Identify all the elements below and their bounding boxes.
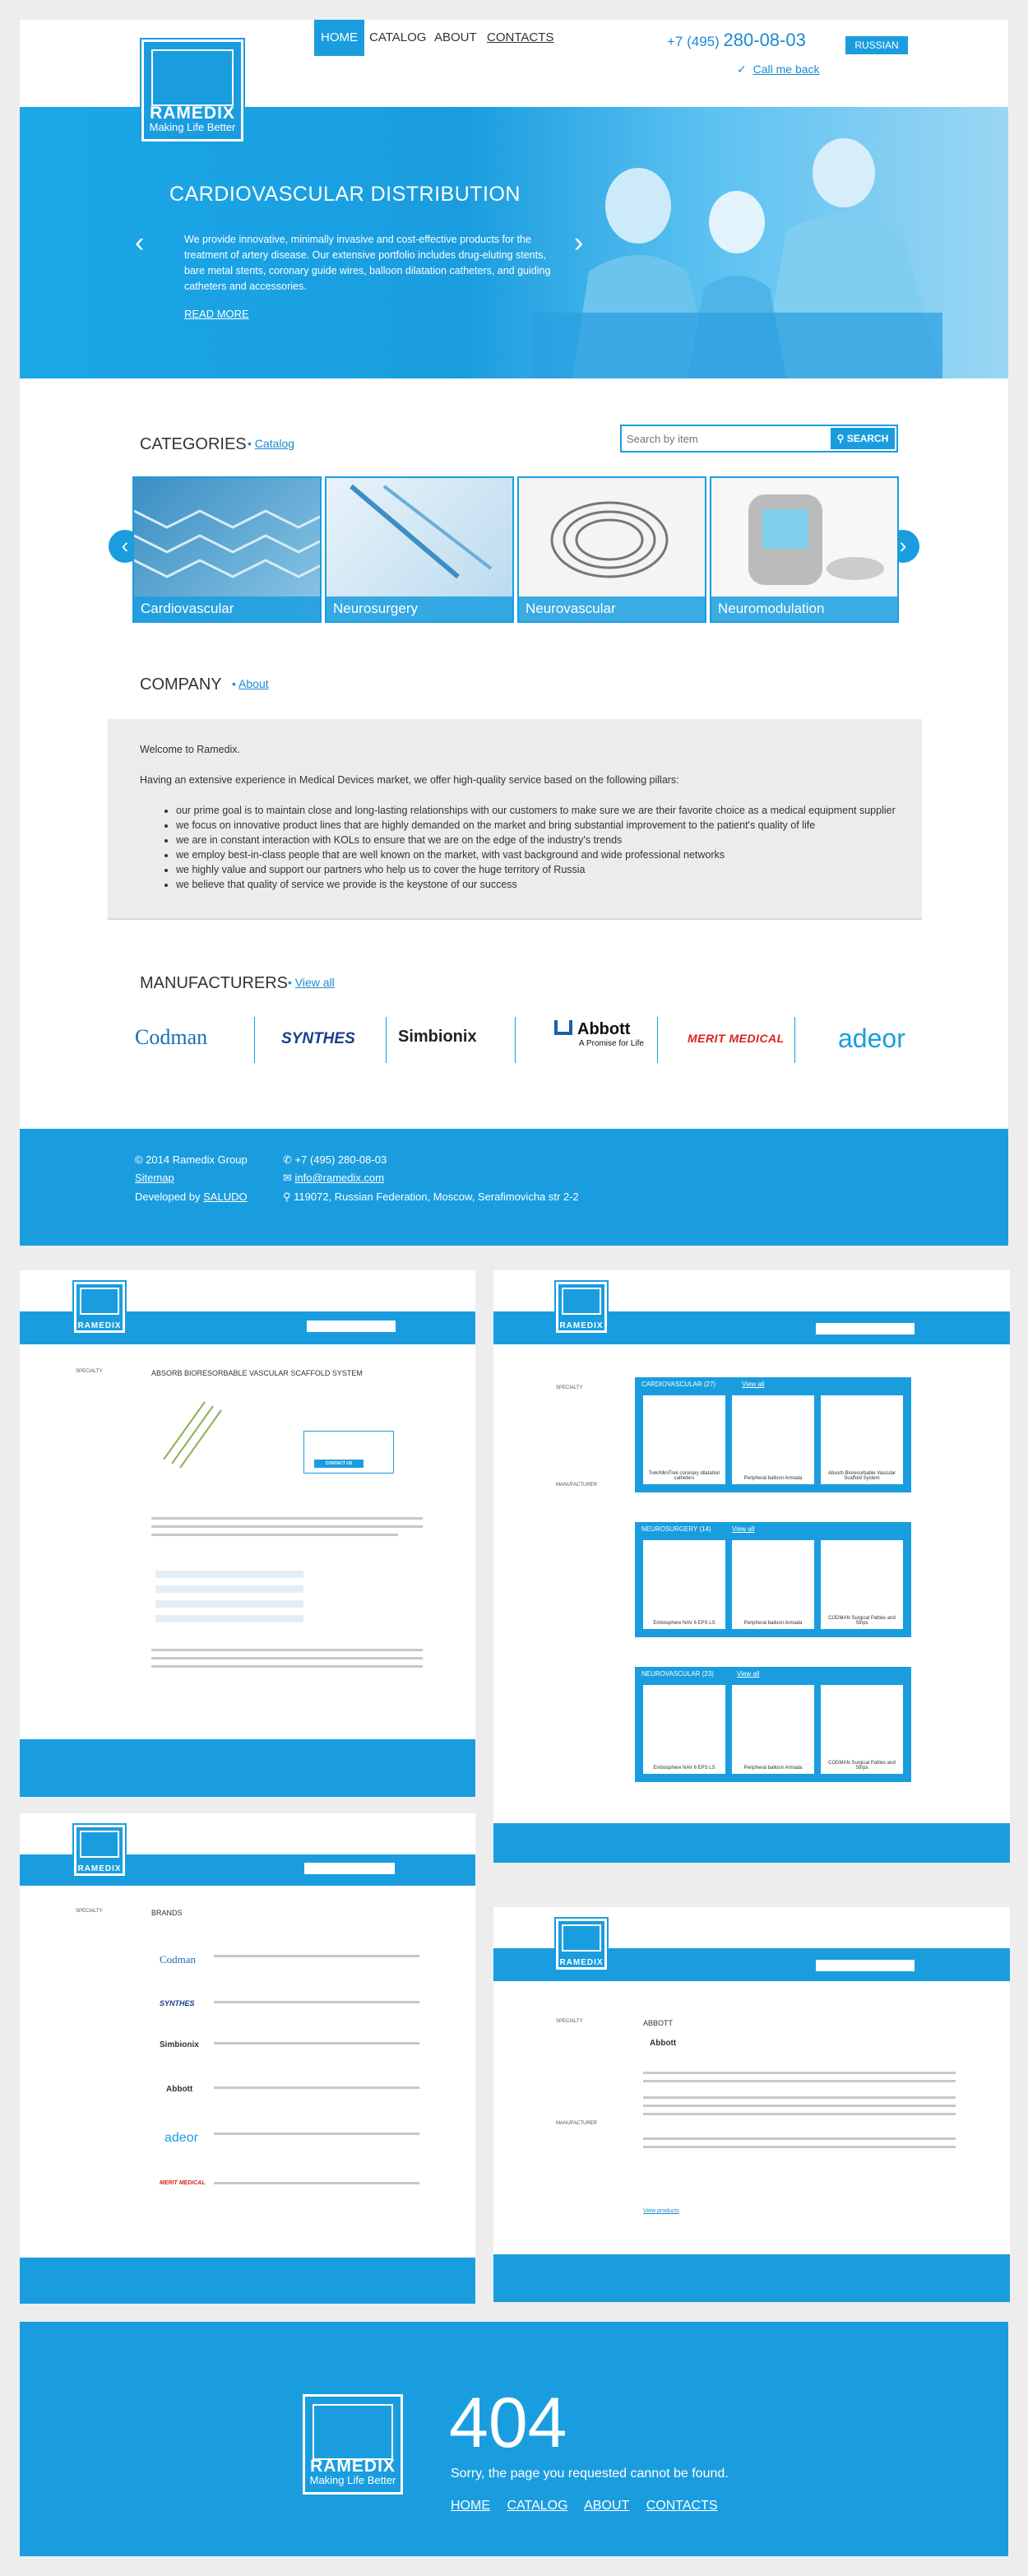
- text-line: [151, 1525, 423, 1528]
- about-link-label: About: [238, 677, 269, 690]
- mini-search: [304, 1863, 395, 1874]
- mini-brand-abbott: Abbott: [166, 2085, 193, 2094]
- wire-coil-image: [519, 478, 706, 601]
- search-input[interactable]: [627, 429, 816, 448]
- catalog-group-title: NEUROSURGERY (14): [641, 1525, 711, 1533]
- mock-brands-page: [20, 1813, 475, 2304]
- mail-icon: ✉: [283, 1172, 295, 1184]
- catalog-item: [732, 1540, 814, 1629]
- nav-about[interactable]: ABOUT: [434, 30, 477, 44]
- footer-email[interactable]: [283, 1172, 384, 1185]
- mini-manufacturer: MANUFACTURER: [556, 1483, 598, 1488]
- mini-specialty: SPECIALTY: [76, 1369, 103, 1374]
- catalog-item-label: Absorb Bioresorbable Vascular Scaffold System: [827, 1471, 896, 1481]
- bullet-icon: •: [232, 677, 239, 690]
- pin-icon: ⚲: [283, 1191, 294, 1203]
- error-code: 404: [449, 2383, 567, 2462]
- catalog-item: [643, 1395, 725, 1484]
- mini-brand-codman: Codman: [160, 1953, 197, 1966]
- text-line: [214, 2001, 419, 2003]
- search-button[interactable]: [831, 428, 895, 449]
- simbionix-logo[interactable]: Simbionix: [398, 1028, 477, 1046]
- text-line: [151, 1657, 423, 1659]
- stimulator-device-image: [711, 478, 899, 601]
- error-nav-catalog[interactable]: CATALOG: [507, 2499, 568, 2513]
- abbott-mark-icon: [554, 1020, 572, 1035]
- catalog-link-label: Catalog: [254, 437, 295, 450]
- footer-phone: [283, 1153, 387, 1167]
- logo-brand: RAMEDIX: [559, 1958, 604, 1967]
- mini-abbott-logo: Abbott: [650, 2039, 677, 2048]
- logo-brand: RAMEDIX: [559, 1321, 604, 1330]
- category-label: Cardiovascular: [134, 596, 320, 621]
- footer-copyright: © 2014 Ramedix Group: [135, 1153, 248, 1166]
- phone-icon: ✆: [283, 1153, 295, 1166]
- abbott-logo[interactable]: [554, 1020, 644, 1048]
- pillar-item: • we employ best-in-class people that are well known on the market, with vast background and wide professional networks: [176, 847, 900, 862]
- catalog-link[interactable]: [248, 437, 294, 450]
- category-card-neuromodulation[interactable]: [710, 476, 899, 623]
- bullet-icon: •: [288, 976, 295, 989]
- company-welcome: Welcome to Ramedix.: [140, 744, 241, 755]
- mini-manufacturer: MANUFACTURER: [556, 2121, 598, 2126]
- catalog-group-neurovascular: [635, 1667, 911, 1782]
- footer-sitemap[interactable]: Sitemap: [135, 1172, 174, 1184]
- logo-brand: RAMEDIX: [77, 1864, 122, 1873]
- pillar-item: • we are in constant interaction with KOLs to ensure that we are on the edge of the industry's trends: [176, 833, 900, 847]
- merit-medical-logo[interactable]: MERIT MEDICAL: [688, 1032, 785, 1045]
- mock-abbott-page: [493, 1907, 1010, 2302]
- catalog-item-label: Peripheral balloon Armada: [743, 1766, 803, 1771]
- nav-home[interactable]: HOME: [314, 20, 364, 56]
- logo-brand: RAMEDIX: [77, 1321, 122, 1330]
- error-nav-about[interactable]: ABOUT: [584, 2499, 630, 2513]
- hero-read-more[interactable]: READ MORE: [184, 308, 249, 320]
- text-line: [643, 2072, 956, 2074]
- mini-footer: [20, 2258, 475, 2304]
- logo-mark-icon: [80, 1288, 118, 1315]
- mini-specialty: SPECIALTY: [556, 2019, 583, 2024]
- logo-divider: [794, 1017, 795, 1063]
- logo-mark-icon: [151, 49, 233, 105]
- text-line: [643, 2137, 956, 2140]
- footer: [20, 1129, 1008, 1246]
- error-logo[interactable]: [303, 2394, 403, 2495]
- mini-logo: [556, 1919, 607, 1970]
- hero-prev-arrow[interactable]: ‹: [135, 227, 145, 258]
- catalog-item-label: Peripheral balloon Armada: [743, 1476, 803, 1481]
- mini-abbott-title: ABBOTT: [643, 2019, 674, 2027]
- adeor-logo[interactable]: adeor: [838, 1023, 905, 1053]
- catalog-item-label: Trek/MiniTrek coronary dilatation catheters: [648, 1471, 720, 1481]
- error-nav: [451, 2499, 718, 2513]
- phone[interactable]: [667, 30, 806, 51]
- catalog-item: [643, 1685, 725, 1774]
- error-nav-home[interactable]: HOME: [451, 2499, 490, 2513]
- company-panel: [108, 719, 922, 920]
- footer-developed: [135, 1191, 248, 1203]
- catalog-item-label: Embosphere NAV 6 EPS LS: [653, 1621, 715, 1626]
- mini-specialty: SPECIALTY: [76, 1909, 103, 1914]
- text-line: [214, 2182, 419, 2184]
- error-page: [20, 2322, 1008, 2556]
- logo-tagline: Making Life Better: [149, 120, 236, 133]
- catalog-view-all: View all: [732, 1525, 755, 1533]
- company-intro: Having an extensive experience in Medical Devices market, we offer high-quality service based on the following pillars:: [140, 774, 679, 786]
- catalog-group-title: NEUROVASCULAR (23): [641, 1670, 714, 1678]
- text-line: [643, 2080, 956, 2082]
- stent-image: [134, 478, 322, 601]
- manufacturer-logos: [135, 1015, 924, 1065]
- catalog-item-label: CODMAN Surgical Patties and Strips: [828, 1616, 896, 1626]
- mini-specialty: SPECIALTY: [556, 1385, 583, 1390]
- language-button[interactable]: RUSSIAN: [845, 36, 908, 54]
- hero-next-arrow[interactable]: ›: [574, 227, 584, 258]
- mini-view-products: View products: [643, 2208, 679, 2214]
- category-label: Neurovascular: [519, 596, 705, 621]
- mini-spec-table: [155, 1571, 303, 1628]
- mini-brands-title: BRANDS: [151, 1909, 183, 1917]
- catalog-group-neurosurgery: [635, 1522, 911, 1637]
- mini-brand-simbionix: Simbionix: [160, 2040, 199, 2049]
- footer-address: [283, 1191, 579, 1204]
- logo-divider: [254, 1017, 255, 1063]
- codman-logo[interactable]: Codman: [135, 1025, 208, 1049]
- mini-product-title: ABSORB BIORESORBABLE VASCULAR SCAFFOLD SYSTEM: [151, 1369, 363, 1377]
- catalog-item-label: CODMAN Surgical Patties and Strips: [828, 1761, 896, 1771]
- catalog-item: [643, 1540, 725, 1629]
- pillar-item: • we highly value and support our partners who help us to cover the huge territory of Russia: [176, 862, 900, 877]
- search-icon: ⚲: [836, 433, 847, 444]
- categories-next-arrow[interactable]: ›: [887, 530, 919, 563]
- mini-brand-adeor: adeor: [164, 2131, 198, 2145]
- logo-mark-icon: [80, 1831, 118, 1858]
- catalog-group-cardiovascular: [635, 1377, 911, 1492]
- categories-heading: CATEGORIES: [140, 435, 247, 453]
- logo[interactable]: [141, 39, 243, 142]
- catalog-item: [732, 1685, 814, 1774]
- company-pillars: [176, 803, 900, 892]
- mini-scaffold-image: [155, 1394, 271, 1468]
- mini-search: [816, 1323, 915, 1334]
- logo-brand: RAMEDIX: [150, 103, 235, 123]
- category-card-neurosurgery[interactable]: [325, 476, 514, 623]
- categories-prev-arrow[interactable]: ‹: [109, 530, 141, 563]
- error-nav-contacts[interactable]: CONTACTS: [646, 2499, 718, 2513]
- catalog-item: [732, 1395, 814, 1484]
- about-link[interactable]: [232, 677, 269, 690]
- phone-prefix: +7 (495): [667, 34, 720, 49]
- text-line: [643, 2146, 956, 2148]
- category-label: Neuromodulation: [711, 596, 897, 621]
- mini-contact-button: CONTACT US: [314, 1460, 364, 1468]
- logo-mark-icon: [313, 2404, 392, 2459]
- search-button-label: SEARCH: [846, 433, 889, 444]
- text-line: [643, 2105, 956, 2107]
- view-all-link[interactable]: [288, 976, 335, 989]
- category-card-cardiovascular[interactable]: [132, 476, 322, 623]
- surgical-tool-image: [326, 478, 514, 601]
- logo-tagline: Making Life Better: [309, 2473, 396, 2486]
- footer-email-text: info@ramedix.com: [294, 1172, 385, 1184]
- text-line: [214, 2042, 419, 2045]
- category-label: Neurosurgery: [326, 596, 512, 621]
- nav-contacts[interactable]: CONTACTS: [487, 30, 554, 44]
- category-card-neurovascular[interactable]: [517, 476, 706, 623]
- mock-product-page: [20, 1270, 475, 1797]
- company-heading: COMPANY: [140, 675, 222, 694]
- mock-catalog-page: [493, 1270, 1010, 1863]
- text-line: [151, 1534, 398, 1536]
- view-all-label: View all: [294, 976, 335, 989]
- mini-logo: [74, 1282, 125, 1333]
- developer-link[interactable]: SALUDO: [203, 1191, 248, 1203]
- catalog-item-label: Embosphere NAV 6 EPS LS: [653, 1766, 715, 1771]
- search-box: [620, 425, 898, 453]
- logo-divider: [657, 1017, 658, 1063]
- text-line: [214, 2086, 419, 2089]
- hero-banner: [20, 107, 1008, 378]
- text-line: [643, 2096, 956, 2099]
- hero-title: CARDIOVASCULAR DISTRIBUTION: [169, 183, 521, 206]
- main-page: [20, 20, 1008, 1246]
- catalog-item: [821, 1685, 903, 1774]
- logo-mark-icon: [562, 1288, 600, 1315]
- text-line: [643, 2113, 956, 2115]
- hero-text: We provide innovative, minimally invasive and cost-effective products for the treatment of artery disease. Our extensive portfolio includes drug-eluting stents, bare metal stents, coronary guide wires, balloon dilatation catheters, and guiding catheters and accessories.: [184, 234, 551, 292]
- text-line: [214, 1955, 419, 1957]
- phone-number: 280-08-03: [723, 30, 806, 50]
- catalog-view-all: View all: [737, 1670, 760, 1678]
- manufacturers-heading: MANUFACTURERS: [140, 974, 289, 992]
- text-line: [151, 1649, 423, 1651]
- pillar-item: • we believe that quality of service we provide is the keystone of our success: [176, 877, 900, 892]
- logo-divider: [515, 1017, 516, 1063]
- nav-catalog[interactable]: CATALOG: [369, 30, 427, 44]
- logo-mark-icon: [562, 1924, 600, 1952]
- call-back-link[interactable]: [737, 63, 820, 77]
- mini-brand-synthes: SYNTHES: [160, 1999, 195, 2007]
- logo-brand: RAMEDIX: [310, 2456, 396, 2476]
- footer-address-text: 119072, Russian Federation, Moscow, Serafimovicha str 2-2: [294, 1191, 579, 1203]
- catalog-item: [821, 1540, 903, 1629]
- logo-divider: [386, 1017, 387, 1063]
- catalog-item-label: Peripheral balloon Armada: [743, 1621, 803, 1626]
- mini-footer: [493, 2254, 1010, 2302]
- text-line: [151, 1665, 423, 1668]
- call-back-label: Call me back: [752, 63, 820, 76]
- mini-search: [816, 1960, 915, 1971]
- developed-by-label: Developed by: [135, 1191, 201, 1203]
- error-message: Sorry, the page you requested cannot be found.: [451, 2467, 729, 2481]
- catalog-item: [821, 1395, 903, 1484]
- synthes-logo[interactable]: SYNTHES: [281, 1030, 355, 1047]
- abbott-name: Abbott: [577, 1020, 631, 1038]
- text-line: [151, 1517, 423, 1520]
- mini-brand-merit: MERIT MEDICAL: [160, 2180, 206, 2186]
- catalog-group-title: CARDIOVASCULAR (27): [641, 1381, 716, 1388]
- mini-search: [306, 1320, 396, 1333]
- bullet-icon: •: [248, 437, 255, 450]
- text-line: [214, 2133, 419, 2135]
- mini-footer: [493, 1823, 1010, 1863]
- abbott-tagline: A Promise for Life: [579, 1039, 644, 1048]
- check-icon: ✓: [737, 63, 747, 76]
- mini-logo: [74, 1825, 125, 1876]
- pillar-item: • we focus on innovative product lines that are highly demanded on the market and bring substantial improvement to the patient's quality of life: [176, 818, 900, 833]
- mini-footer: [20, 1739, 475, 1797]
- catalog-view-all: View all: [742, 1381, 765, 1388]
- mini-logo: [556, 1282, 607, 1333]
- pillar-item: • our prime goal is to maintain close and long-lasting relationships with our customers to make sure we are their favorite choice as a medical equipment supplier: [176, 803, 900, 818]
- footer-phone-text: +7 (495) 280-08-03: [294, 1153, 387, 1166]
